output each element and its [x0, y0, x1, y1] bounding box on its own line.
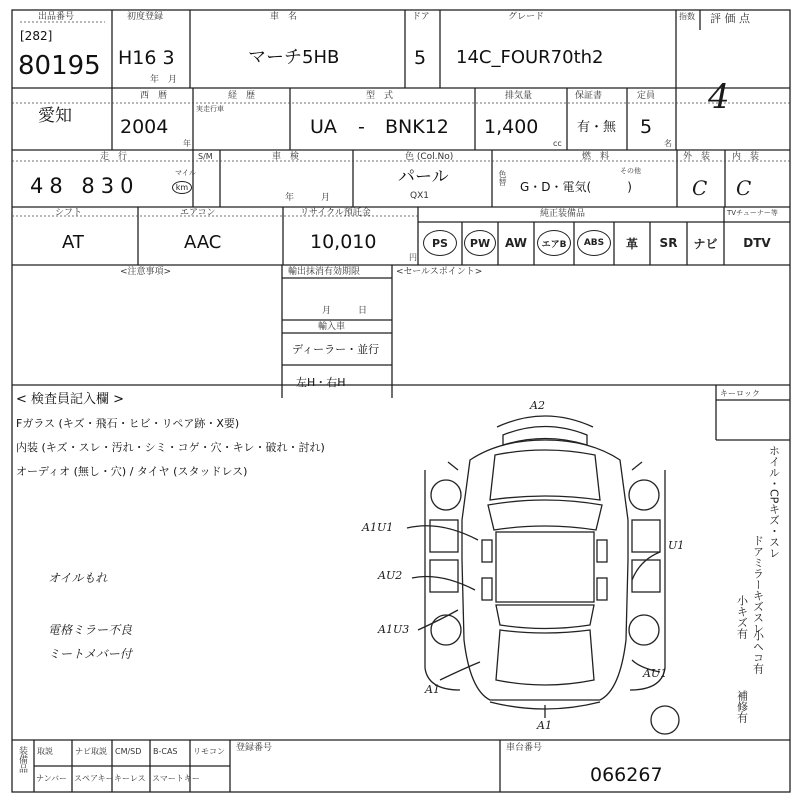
- displacement-label: 排気量: [505, 91, 533, 101]
- warranty-value: 有・無: [577, 120, 617, 135]
- footer-item: スペアキー: [74, 774, 114, 783]
- fuel-label: 燃 料: [582, 152, 610, 162]
- side-note: ホイル・CPキズ・スレ: [767, 445, 781, 559]
- history-label: 経 歴: [228, 91, 256, 101]
- footer-item: ナンバー: [36, 774, 68, 783]
- import-value: ディーラー・並行: [292, 343, 380, 356]
- mark-a1-left: A1: [425, 683, 440, 696]
- model-label: 型 式: [366, 91, 394, 101]
- mileage-unit-mile: マイル: [175, 169, 196, 177]
- equipment-item: AW: [505, 236, 527, 250]
- registration-number-label: 登録番号: [236, 743, 273, 753]
- footer-item: CM/SD: [115, 747, 142, 756]
- import-label: 輸入車: [318, 322, 346, 332]
- doors-value: 5: [414, 47, 427, 69]
- color-label: 色 (Col.No): [405, 152, 454, 162]
- equipment-item: ABS: [577, 230, 611, 256]
- model-value: BNK12: [385, 116, 449, 138]
- shift-label: シフト: [55, 208, 83, 218]
- car-diagram: [407, 416, 679, 734]
- color-change-label: 色替: [498, 170, 507, 186]
- keylock-label: キーロック: [720, 389, 760, 398]
- footer-item: ナビ取説: [75, 747, 107, 756]
- year-value: 2004: [120, 116, 169, 138]
- history-sub: 実走行車: [196, 105, 224, 113]
- equipment-item: DTV: [743, 236, 771, 250]
- recycle-label: リサイクル預託金: [300, 208, 371, 218]
- mileage-value: 48 830: [30, 174, 140, 198]
- side-note: 小キズ有: [735, 595, 749, 639]
- footer-item: B-CAS: [153, 747, 178, 756]
- equipment-label: 純正装備品: [540, 209, 586, 219]
- inspection-label: 車 検: [272, 152, 300, 162]
- equipment-item: エアB: [537, 230, 571, 256]
- recycle-value: 10,010: [310, 231, 377, 253]
- model-dash: -: [358, 116, 365, 138]
- footer-item: リモコン: [193, 747, 225, 756]
- exterior-label: 外 装: [683, 152, 711, 162]
- footer-item: キーレス: [114, 774, 146, 783]
- fuel-other: その他: [620, 167, 641, 175]
- mark-a1-rear: A1: [537, 719, 552, 732]
- mark-a1u1: A1U1: [362, 521, 394, 534]
- inspector-interior: 内装 (キズ・スレ・汚れ・シミ・コゲ・穴・キレ・破れ・討れ): [16, 441, 325, 454]
- handle-value: 左H・右H: [296, 376, 346, 389]
- score-value: 4: [708, 77, 730, 117]
- mark-a2-front: A2: [530, 399, 545, 412]
- footer-item: 取説: [37, 747, 53, 756]
- export-expiry-unit: 月 日: [322, 306, 368, 316]
- ac-value: AAC: [184, 232, 222, 253]
- color-value: パール: [398, 167, 449, 187]
- mileage-unit-km: km: [172, 181, 192, 194]
- lot-prefix: [282]: [20, 29, 53, 43]
- sm-label: S/M: [198, 152, 213, 161]
- registration-value: H16 3: [118, 47, 175, 69]
- displacement-value: 1,400: [484, 116, 539, 138]
- mark-a1u3: A1U3: [378, 623, 410, 636]
- hand-oil-leak: オイルもれ: [48, 571, 108, 585]
- prefecture-value: 愛知: [38, 106, 72, 126]
- caution-label: <注意事項>: [120, 267, 172, 277]
- footer-item: スマートキー: [152, 774, 200, 783]
- year-unit: 年: [183, 139, 191, 148]
- side-note: 小ヘコ有: [751, 630, 765, 674]
- color-code: QX1: [410, 191, 429, 201]
- doors-label: ドア: [412, 12, 430, 22]
- mark-u1-right: U1: [668, 539, 685, 552]
- fuel-value: G・D・電気( ): [520, 180, 632, 194]
- inspector-fglass: Fガラス (キズ・飛石・ヒビ・リペア跡・X要): [16, 417, 240, 430]
- recycle-unit: 円: [409, 253, 417, 262]
- hand-mirror-fault: 電格ミラー不良: [48, 623, 133, 637]
- interior-value: C: [736, 176, 752, 200]
- interior-label: 内 装: [732, 152, 760, 162]
- hand-meter-visor: ミートメバー付: [48, 647, 132, 661]
- export-expiry-label: 輸出抹消有効期限: [288, 267, 361, 277]
- ac-label: エアコン: [180, 208, 216, 218]
- grade-value: 14C_FOUR70th2: [456, 47, 604, 68]
- sales-point-label: <セールスポイント>: [396, 267, 483, 277]
- index-label: 指数: [679, 12, 695, 21]
- capacity-unit: 名: [664, 139, 672, 148]
- mark-au2: AU2: [378, 569, 403, 582]
- grade-label: グレード: [508, 12, 545, 22]
- lot-number: 80195: [18, 51, 101, 81]
- mark-au1-right: AU1: [643, 667, 668, 680]
- lot-number-label: 出品番号: [38, 12, 75, 22]
- side-note: ドアミラーキズスレ: [751, 535, 765, 634]
- registration-label: 初度登録: [127, 12, 164, 22]
- inspector-audio-tire: オーディオ (無し・穴) / タイヤ (スタッドレス): [16, 465, 248, 478]
- registration-unit: 年 月: [150, 75, 178, 85]
- equipment-item: ナビ: [693, 236, 718, 251]
- year-label: 西 暦: [140, 91, 168, 101]
- frame-number-label: 車台番号: [506, 743, 543, 753]
- equipment-item: PW: [464, 230, 496, 256]
- car-name-value: マーチ5HB: [248, 47, 340, 68]
- exterior-value: C: [692, 176, 708, 200]
- shift-value: AT: [62, 232, 84, 253]
- capacity-label: 定員: [637, 91, 656, 101]
- equipment-item: SR: [659, 236, 678, 250]
- footer-equip-label: 装備品: [17, 746, 27, 773]
- frame-number-value: 066267: [590, 764, 663, 786]
- equipment-item: PS: [423, 230, 457, 256]
- capacity-value: 5: [640, 116, 653, 138]
- equipment-item: 革: [625, 236, 638, 251]
- warranty-label: 保証書: [575, 91, 603, 101]
- inspection-unit: 年 月: [285, 193, 331, 203]
- side-note: 補修有: [735, 690, 749, 723]
- displacement-unit: cc: [553, 139, 562, 148]
- score-label: 評 価 点: [710, 12, 750, 25]
- model-prefix: UA: [310, 116, 337, 138]
- mileage-label: 走 行: [100, 152, 128, 162]
- tv-tuner-label: TVチューナー等: [727, 209, 778, 217]
- car-name-label: 車 名: [270, 12, 298, 22]
- inspector-title: < 検査員記入欄 >: [16, 392, 125, 407]
